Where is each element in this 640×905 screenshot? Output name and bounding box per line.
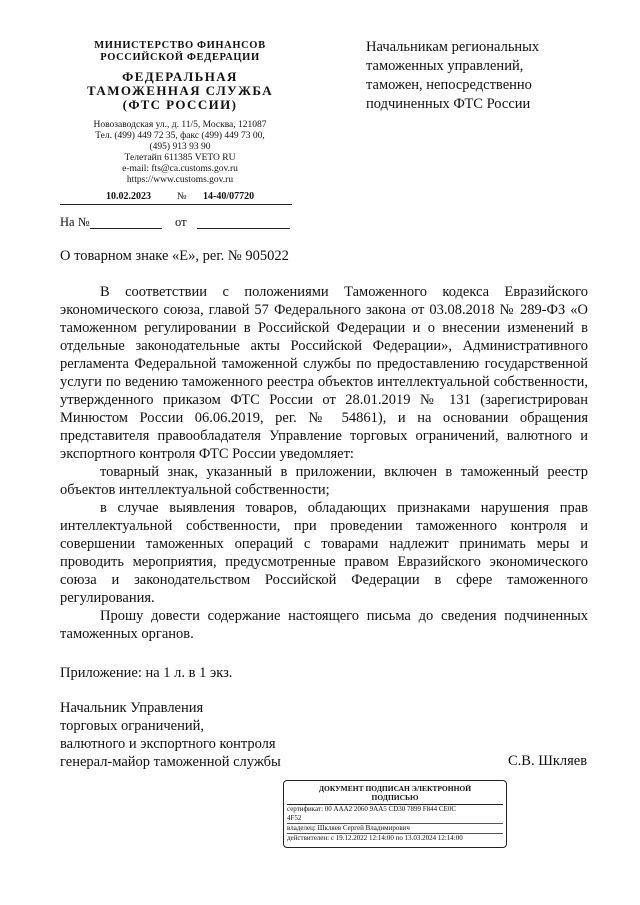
contact-block (56, 120, 304, 186)
reference-underline (60, 204, 292, 205)
letter-subject: О товарном знаке «Е», рег. № 905022 (60, 248, 289, 264)
body-paragraph-2: товарный знак, указанный в приложении, включен в таможенный реестр объектов интеллектуальной собственности; (60, 464, 588, 498)
certificate-line: сертификат: 00 AAA2 2060 9AA5 CD30 7899 F844 CE0C 4F52 (287, 805, 503, 824)
signer-name: С.В. Шкляев (508, 753, 588, 769)
ot-label: от (175, 215, 187, 229)
na-label: На № (60, 215, 90, 229)
ministry-name: МИНИСТЕРСТВО ФИНАНСОВ РОССИЙСКОЙ ФЕДЕРАЦИИ (94, 40, 266, 63)
website-line: https://www.customs.gov.ru (126, 175, 234, 185)
signer-title: Начальник Управления торговых ограничений, валютного и экспортного контроля генерал-майор таможенной службы (60, 700, 281, 770)
appendix-note: Приложение: на 1 л. в 1 экз. (60, 665, 233, 681)
email-line: e-mail: fts@ca.customs.gov.ru (122, 164, 238, 174)
phone-line: Тел. (499) 449 72 35, факс (499) 449 73 00, (95, 131, 265, 141)
reference-number: 14-40/07720 (203, 191, 255, 202)
phone-line-2: (495) 913 93 90 (149, 142, 211, 152)
service-name: ФЕДЕРАЛЬНАЯ ТАМОЖЕННАЯ СЛУЖБА (ФТС РОССИИ) (86, 69, 273, 112)
owner-line: владелец: Шкляев Сергей Владимирович (287, 824, 503, 834)
body-paragraph-3: в случае выявления товаров, обладающих признаками нарушения прав интеллектуальной собственности, при проведении таможенного контроля и совершении таможенных операций с товарами надлежит принимать меры и проводить мероприятия, предусмотренные правом Евразийского экономического союза и законодательством Российской Федерации в сфере таможенного регулирования. (60, 500, 588, 606)
na-blank (90, 228, 162, 229)
letter-body (60, 283, 588, 643)
address-line: Новозаводская ул., д. 11/5, Москва, 121087 (93, 120, 267, 130)
number-sign: № (177, 191, 187, 202)
addressee: Начальникам региональных таможенных управлений, таможен, непосредственно подчиненных ФТС России (366, 39, 540, 112)
letterhead (56, 40, 304, 186)
body-paragraph-1: В соответствии с положениями Таможенного кодекса Евразийского экономического союза, главой 57 Федерального закона от 03.08.2018 № 289-ФЗ «О таможенном регулировании в Российской Федерации и о внесении изменений в отдельные законодательные акты Российской Федерации», Административного регламента Федеральной таможенной службы по предоставлению государственной услуги по ведению таможенного реестра объектов интеллектуальной собственности, утвержденного приказом ФТС России от 28.01.2019 № 131 (зарегистрирован Минюстом России 06.06.2019, рег. № 54861), и на основании обращения представителя правообладателя Управление торговых ограничений, валютного и экспортного контроля ФТС России уведомляет: (60, 284, 588, 462)
ot-blank (197, 228, 290, 229)
teletype-line: Телетайп 611385 VETO RU (124, 153, 236, 163)
reference-date: 10.02.2023 (106, 191, 151, 202)
body-paragraph-4: Прошу довести содержание настоящего письма до сведения подчиненных таможенных органов. (60, 608, 588, 642)
electronic-signature-stamp (283, 780, 507, 848)
stamp-title: ДОКУМЕНТ ПОДПИСАН ЭЛЕКТРОННОЙ ПОДПИСЬЮ (287, 784, 503, 805)
validity-line: действителен: с 19.12.2022 12:14:00 по 13.03.2024 12:14:00 (287, 834, 463, 842)
